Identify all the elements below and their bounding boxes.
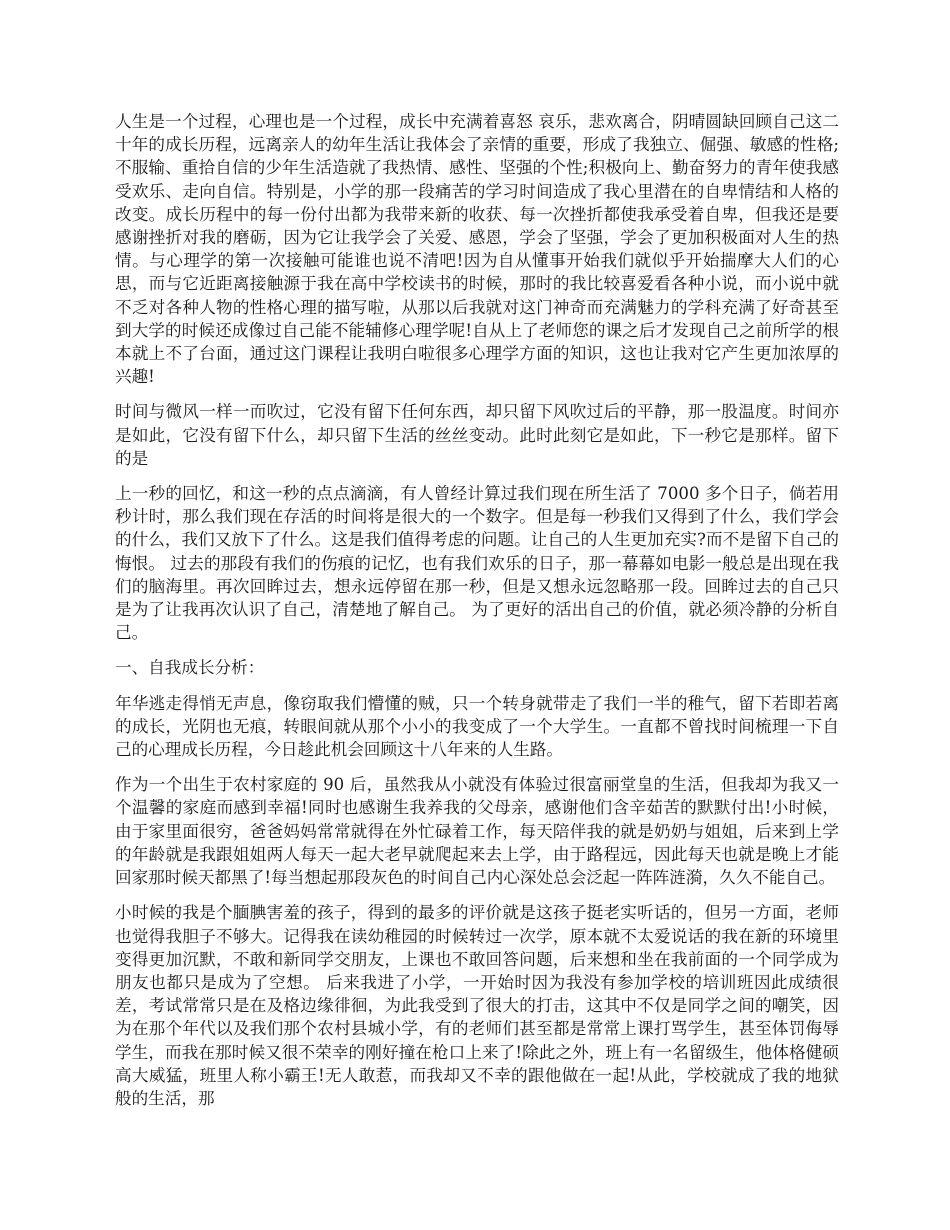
document-body — [115, 110, 839, 1122]
section-heading-self-growth: 一、自我成长分析： — [115, 658, 265, 678]
paragraph-memories: 上一秒的回忆，和这一秒的点点滴滴，有人曾经计算过我们现在所生活了 7000 多个日子，倘若用秒计时，那么我们现在存活的时间将是很大的一个数字。但是每一秒我们又得到了什么，我们学会的什么，我们又放下了什么。这是我们值得考虑的问题。让自己的人生更加充实?而不是留下自己的悔恨。 过去的那段有我们的伤痕的记忆，也有我们欢乐的日子，那一幕幕如电影一般总是出现在我们的脑海里。再次回眸过去，想永远停留在那一秒，但是又想永远忽略那一段。回眸过去的自己只是为了让我再次认识了自己，清楚地了解自己。 为了更好的活出自己的价值，就必须冷静的分析自己。 — [115, 484, 839, 643]
paragraph-intro: 人生是一个过程，心理也是一个过程，成长中充满着喜怒 哀乐，悲欢离合，阴晴圆缺回顾自己这二十年的成长历程，远离亲人的幼年生活让我体会了亲情的重要，形成了我独立、倔强、敏感的性格;不服输、重拾自信的少年生活造就了我热情、感性、坚强的个性;积极向上、勤奋努力的青年使我感受欢乐、走向自信。特别是，小学的那一段痛苦的学习时间造成了我心里潜在的自卑情结和人格的改变。成长历程中的每一份付出都为我带来新的收获、每一次挫折都使我承受着自卑，但我还是要感谢挫折对我的磨砺，因为它让我学会了关爱、感恩，学会了坚强，学会了更加积极面对人生的热情。与心理学的第一次接触可能谁也说不清吧!因为自从懂事开始我们就似乎开始揣摩大人们的心思，而与它近距离接触源于我在高中学校读书的时候，那时的我比较喜爱看各种小说，而小说中就不乏对各种人物的性格心理的描写啦，从那以后我就对这门神奇而充满魅力的学科充满了好奇甚至到大学的时候还成像过自己能不能辅修心理学呢!自从上了老师您的课之后才发现自己之前所学的根本就上不了台面，通过这门课程让我明白啦很多心理学方面的知识，这也让我对它产生更加浓厚的兴趣! — [115, 112, 839, 387]
paragraph-years-pass: 年华逃走得悄无声息，像窃取我们懵懂的贼，只一个转身就带走了我们一半的稚气，留下若即若离的成长，光阴也无痕，转眼间就从那个小小的我变成了一个大学生。一直都不曾找时间梳理一下自己的心理成长历程，今日趁此机会回顾这十八年来的人生路。 — [115, 693, 839, 760]
paragraph-time-breeze: 时间与微风一样一而吹过，它没有留下任何东西，却只留下风吹过后的平静，那一股温度。时间亦是如此，它没有留下什么，却只留下生活的丝丝变动。此时此刻它是如此，下一秒它是那样。留下的是 — [115, 402, 839, 468]
paragraph-family-background: 作为一个出生于农村家庭的 90 后，虽然我从小就没有体验过很富丽堂皇的生活，但我却为我又一个温馨的家庭而感到幸福!同时也感谢生我养我的父母亲，感谢他们含辛茹苦的默默付出!小时候，由于家里面很穷，爸爸妈妈常常就得在外忙碌着工作，每天陪伴我的就是奶奶与姐姐，后来到上学的年龄就是我跟姐姐两人每天一起大老早就爬起来去上学，由于路程远，因此每天也就是晚上才能回家那时候天都黑了!每当想起那段灰色的时间自己内心深处总会泛起一阵阵涟漪，久久不能自己。 — [115, 775, 839, 888]
paragraph-childhood: 小时候的我是个腼腆害羞的孩子，得到的最多的评价就是这孩子挺老实听话的，但另一方面，老师也觉得我胆子不够大。记得我在读幼稚园的时候转过一次学，原本就不太爱说话的我在新的环境里变得更加沉默，不敢和新同学交朋友，上课也不敢回答问题，后来想和坐在我前面的一个同学成为朋友也都只是成为了空想。 后来我进了小学，一开始时因为我没有参加学校的培训班因此成绩很差，考试常常只是在及格边缘徘徊，为此我受到了很大的打击，这其中不仅是同学之间的嘲笑，因为在那个年代以及我们那个农村县城小学，有的老师们甚至都是常常上课打骂学生，甚至体罚侮辱学生，而我在那时候又很不荣幸的刚好撞在枪口上来了!除此之外，班上有一名留级生，他体格健硕高大威猛，班里人称小霸王!无人敢惹，而我却又不幸的跟他做在一起!从此，学校就成了我的地狱般的生活，那 — [115, 903, 839, 1108]
